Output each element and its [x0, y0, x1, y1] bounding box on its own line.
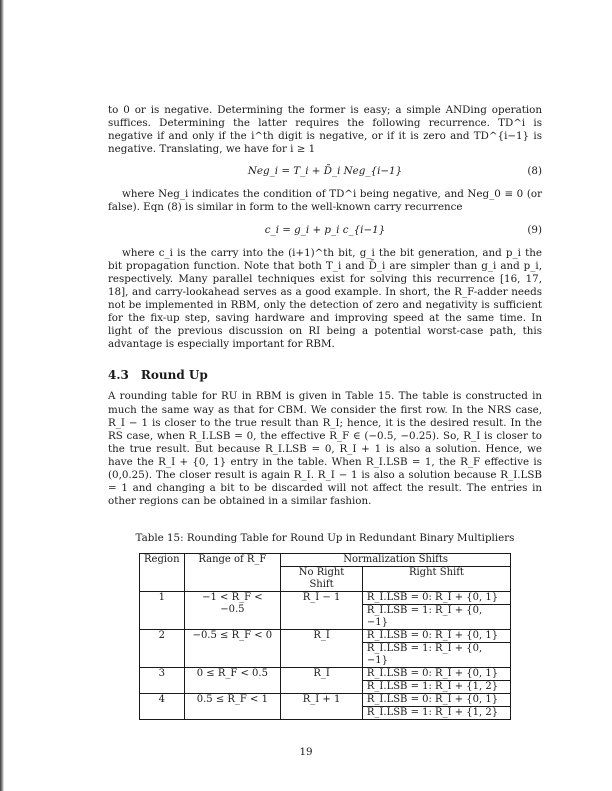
- table-row: [140, 694, 511, 707]
- equation-8-expr: Neg_i = T_i + D̄_i Neg_{i−1}: [247, 165, 403, 178]
- paragraph-1: to 0 or is negative. Determining the former is easy; a simple ANDing operation suffices. Determining the latter requires the following recurrence. TD^i is negative if and only if the i^th digit is negative, or if it is zero and TD^{i−1} is negative. Translating, we have for i ≥ 1: [108, 104, 542, 156]
- cell-region: 4: [140, 694, 185, 720]
- cell-rs-lsb0: R_I.LSB = 0: R_I + {0, 1}: [362, 694, 510, 707]
- cell-rs-lsb0: R_I.LSB = 0: R_I + {0, 1}: [362, 592, 510, 605]
- cell-region: 3: [140, 668, 185, 694]
- section-heading: [108, 369, 542, 382]
- header-range: Range of R_F: [184, 554, 281, 592]
- page-number: 19: [299, 746, 313, 758]
- scan-edge: [0, 0, 4, 791]
- equation-8-number: (8): [527, 165, 542, 178]
- cell-rs-lsb0: R_I.LSB = 0: R_I + {0, 1}: [362, 630, 510, 643]
- table-row: [140, 668, 511, 681]
- table-row: [140, 592, 511, 605]
- cell-rs-lsb0: R_I.LSB = 0: R_I + {0, 1}: [362, 668, 510, 681]
- cell-range: −1 < R_F < −0.5: [184, 592, 281, 630]
- cell-no-shift: R_I + 1: [281, 694, 363, 720]
- header-normalization: Normalization Shifts: [281, 554, 511, 567]
- cell-rs-lsb1: R_I.LSB = 1: R_I + {0, −1}: [362, 605, 510, 630]
- table-row: [140, 630, 511, 643]
- table-caption: Table 15: Rounding Table for Round Up in Redundant Binary Multipliers: [135, 532, 515, 545]
- paragraph-2: where Neg_i indicates the condition of TD^i being negative, and Neg_0 ≡ 0 (or false). Eqn (8) is similar in form to the well-known carry recurrence: [108, 188, 542, 214]
- table-header-row: [140, 554, 511, 567]
- section-number: 4.3: [108, 368, 129, 383]
- cell-region: 2: [140, 630, 185, 668]
- paragraph-4: A rounding table for RU in RBM is given in Table 15. The table is constructed in much the same way as that for CBM. We consider the first row. In the NRS case, R_I − 1 is closer to the true result than R_I; hence, it is the desired result. In the RS case, when R_I.LSB = 0, the effective R_F ∈ (−0.5, −0.25). So, R_I is closer to the true result. But because R_I.LSB = 0, R_I + 1 is also a solution. Hence, we have the R_I + {0, 1} entry in the table. When R_I.LSB = 1, the R_F effective is (0,0.25). The closer result is again R_I. R_I − 1 is also a solution because R_I.LSB = 1 and changing a bit to be discarded will not affect the result. The entries in other regions can be obtained in a similar fashion.: [108, 390, 542, 508]
- page-body: [108, 104, 542, 720]
- header-no-right-shift: No Right Shift: [281, 567, 363, 592]
- section-title: Round Up: [140, 368, 208, 383]
- header-right-shift: Right Shift: [362, 567, 510, 592]
- cell-no-shift: R_I − 1: [281, 592, 363, 630]
- cell-rs-lsb1: R_I.LSB = 1: R_I + {1, 2}: [362, 681, 510, 694]
- cell-no-shift: R_I: [281, 630, 363, 668]
- cell-range: −0.5 ≤ R_F < 0: [184, 630, 281, 668]
- rounding-table: [139, 553, 511, 720]
- header-region: Region: [140, 554, 185, 592]
- equation-9-expr: c_i = g_i + p_i c_{i−1}: [264, 223, 386, 236]
- paragraph-3: where c_i is the carry into the (i+1)^th bit, g_i the bit generation, and p_i the bit propagation function. Note that both T_i and D̄_i are simpler than g_i and p_i, respectively. Many parallel techniques exist for solving this recurrence [16, 17, 18], and carry-lookahead serves as a good example. In short, the R_F-adder needs not be implemented in RBM, only the detection of zero and negativity is sufficient for the fix-up step, saving hardware and improving speed at the same time. In light of the previous discussion on RI being a potential worst-case path, this advantage is especially important for RBM.: [108, 246, 542, 351]
- cell-range: 0.5 ≤ R_F < 1: [184, 694, 281, 720]
- cell-rs-lsb1: R_I.LSB = 1: R_I + {1, 2}: [362, 707, 510, 720]
- equation-8: [108, 165, 542, 179]
- cell-rs-lsb1: R_I.LSB = 1: R_I + {0, −1}: [362, 643, 510, 668]
- equation-9: [108, 224, 542, 238]
- cell-no-shift: R_I: [281, 668, 363, 694]
- cell-region: 1: [140, 592, 185, 630]
- equation-9-number: (9): [527, 223, 542, 236]
- cell-range: 0 ≤ R_F < 0.5: [184, 668, 281, 694]
